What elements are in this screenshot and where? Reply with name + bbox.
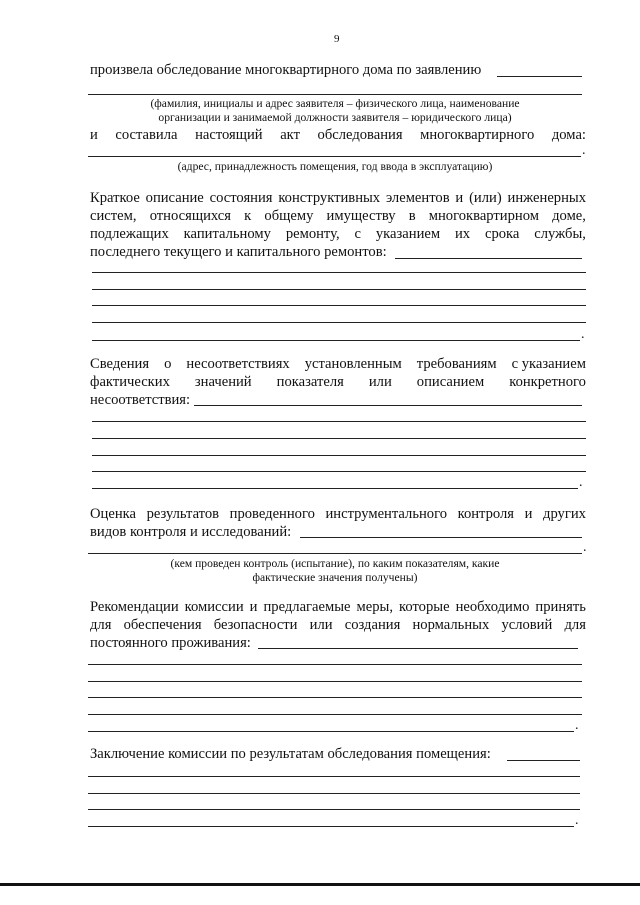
w: настоящий bbox=[195, 127, 263, 143]
conclusion-line-blank[interactable] bbox=[88, 793, 580, 794]
w: проведенного bbox=[229, 506, 315, 522]
period: . bbox=[579, 475, 583, 490]
condition-line-blank[interactable] bbox=[92, 289, 586, 290]
conclusion-line-blank[interactable] bbox=[88, 826, 574, 827]
w: контроля bbox=[457, 506, 515, 522]
recommendations-line-blank[interactable] bbox=[88, 714, 582, 715]
w: подлежащих bbox=[90, 226, 169, 242]
w: о bbox=[164, 356, 172, 372]
w: конкретного bbox=[509, 374, 586, 390]
w: необходимо bbox=[455, 599, 530, 615]
page-number: 9 bbox=[334, 33, 340, 45]
w: общему bbox=[264, 208, 314, 224]
w: в bbox=[408, 208, 416, 224]
w: и bbox=[524, 506, 533, 522]
w: составила bbox=[115, 127, 178, 143]
evaluation-line-1 bbox=[90, 505, 586, 523]
condition-line-1 bbox=[90, 189, 586, 207]
w: описанием bbox=[416, 374, 485, 390]
period: . bbox=[575, 718, 579, 733]
w: с bbox=[354, 226, 361, 242]
period: . bbox=[583, 540, 587, 555]
recommendations-line-blank[interactable] bbox=[88, 697, 582, 698]
nonconformity-line-blank[interactable] bbox=[92, 455, 586, 456]
w: конструктивных bbox=[278, 190, 381, 206]
w: инструментального bbox=[325, 506, 447, 522]
w: элементов bbox=[385, 190, 450, 206]
w: несоответствиях bbox=[186, 356, 290, 372]
w: которые bbox=[399, 599, 450, 615]
w: Оценка bbox=[90, 506, 136, 522]
condition-line-blank[interactable] bbox=[92, 322, 586, 323]
w: Краткое bbox=[90, 190, 140, 206]
w: создания bbox=[344, 617, 401, 633]
conclusion-line-1: Заключение комиссии по результатам обследования помещения: bbox=[90, 746, 491, 762]
nonconformity-line-1 bbox=[90, 355, 586, 373]
period: . bbox=[582, 143, 586, 158]
condition-line-4: последнего текущего и капитального ремонтов: bbox=[90, 244, 387, 260]
w: (или) bbox=[469, 190, 502, 206]
w: Сведения bbox=[90, 356, 150, 372]
w: или bbox=[368, 374, 392, 390]
evaluation-line-blank[interactable] bbox=[88, 553, 582, 554]
w: требованиям bbox=[416, 356, 497, 372]
recommendations-line-1 bbox=[90, 598, 586, 616]
condition-line-blank[interactable] bbox=[92, 305, 586, 306]
period: . bbox=[581, 327, 585, 342]
w: их bbox=[454, 226, 471, 242]
w: предлагаемые bbox=[263, 599, 351, 615]
w: для bbox=[564, 617, 586, 633]
w: и bbox=[455, 190, 464, 206]
w: инженерных bbox=[507, 190, 586, 206]
w: и bbox=[249, 599, 258, 615]
w: службы, bbox=[534, 226, 586, 242]
conclusion-line-blank[interactable] bbox=[88, 809, 580, 810]
w: указанием bbox=[375, 226, 441, 242]
recommendations-line-blank[interactable] bbox=[88, 731, 574, 732]
recommendations-blank[interactable] bbox=[258, 648, 578, 649]
condition-line-3 bbox=[90, 225, 586, 243]
w: и bbox=[90, 127, 98, 143]
w: фактических bbox=[90, 374, 170, 390]
caption-evaluation-2: фактические значения получены) bbox=[252, 571, 418, 584]
w: многоквартирном bbox=[428, 208, 539, 224]
w: Рекомендации bbox=[90, 599, 179, 615]
nonconformity-line-blank[interactable] bbox=[92, 438, 586, 439]
nonconformity-line-blank[interactable] bbox=[92, 421, 586, 422]
w: имуществу bbox=[326, 208, 396, 224]
condition-line-2 bbox=[90, 207, 586, 225]
page-bottom-edge bbox=[0, 883, 640, 886]
nonconformity-line-blank[interactable] bbox=[92, 471, 586, 472]
w: доме, bbox=[552, 208, 586, 224]
w: или bbox=[309, 617, 333, 633]
w: обследования bbox=[317, 127, 403, 143]
nonconformity-line-2 bbox=[90, 373, 586, 391]
w: безопасности bbox=[213, 617, 298, 633]
w: результатов bbox=[146, 506, 220, 522]
address-blank[interactable] bbox=[88, 156, 581, 157]
w: принять bbox=[535, 599, 586, 615]
w: срока bbox=[484, 226, 520, 242]
w: условий bbox=[501, 617, 553, 633]
conclusion-blank[interactable] bbox=[507, 760, 580, 761]
condition-line-blank[interactable] bbox=[92, 340, 580, 341]
w: капитальному bbox=[183, 226, 271, 242]
w: описание bbox=[145, 190, 204, 206]
w: значений bbox=[194, 374, 252, 390]
w: систем, bbox=[90, 208, 137, 224]
w: относящихся bbox=[149, 208, 231, 224]
period: . bbox=[575, 813, 579, 828]
w: к bbox=[244, 208, 252, 224]
conclusion-line-blank[interactable] bbox=[88, 776, 580, 777]
caption-applicant-2: организации и занимаемой должности заявителя – юридического лица) bbox=[158, 111, 512, 124]
w: состояния bbox=[209, 190, 273, 206]
recommendations-line-blank[interactable] bbox=[88, 664, 582, 665]
applicant-blank[interactable] bbox=[497, 76, 582, 77]
evaluation-blank[interactable] bbox=[300, 537, 582, 538]
w: обеспечения bbox=[123, 617, 202, 633]
w: установленным bbox=[304, 356, 402, 372]
w: меры, bbox=[356, 599, 394, 615]
w: нормальных bbox=[412, 617, 490, 633]
w: для bbox=[90, 617, 112, 633]
applicant-blank-2[interactable] bbox=[88, 94, 582, 95]
intro-line-1: произвела обследование многоквартирного дома по заявлению bbox=[90, 62, 482, 78]
intro-line-2 bbox=[90, 126, 586, 144]
w: многоквартирного bbox=[420, 127, 535, 143]
caption-address: (адрес, принадлежность помещения, год ввода в эксплуатацию) bbox=[177, 160, 493, 173]
evaluation-line-2: видов контроля и исследований: bbox=[90, 524, 292, 540]
caption-applicant-1: (фамилия, инициалы и адрес заявителя – физического лица, наименование bbox=[150, 97, 520, 110]
w: показателя bbox=[276, 374, 344, 390]
w: дома: bbox=[551, 127, 586, 143]
w: с указанием bbox=[511, 356, 586, 372]
recommendations-line-blank[interactable] bbox=[88, 681, 582, 682]
recommendations-line-2 bbox=[90, 616, 586, 634]
nonconformity-line-blank[interactable] bbox=[92, 488, 578, 489]
caption-evaluation-1: (кем проведен контроль (испытание), по каким показателям, какие bbox=[170, 557, 500, 570]
condition-blank[interactable] bbox=[395, 258, 582, 259]
recommendations-line-3: постоянного проживания: bbox=[90, 635, 251, 651]
nonconformity-blank[interactable] bbox=[194, 405, 582, 406]
condition-line-blank[interactable] bbox=[92, 272, 586, 273]
w: акт bbox=[280, 127, 300, 143]
w: ремонту, bbox=[285, 226, 340, 242]
w: других bbox=[543, 506, 586, 522]
nonconformity-line-3: несоответствия: bbox=[90, 392, 191, 408]
w: комиссии bbox=[184, 599, 244, 615]
